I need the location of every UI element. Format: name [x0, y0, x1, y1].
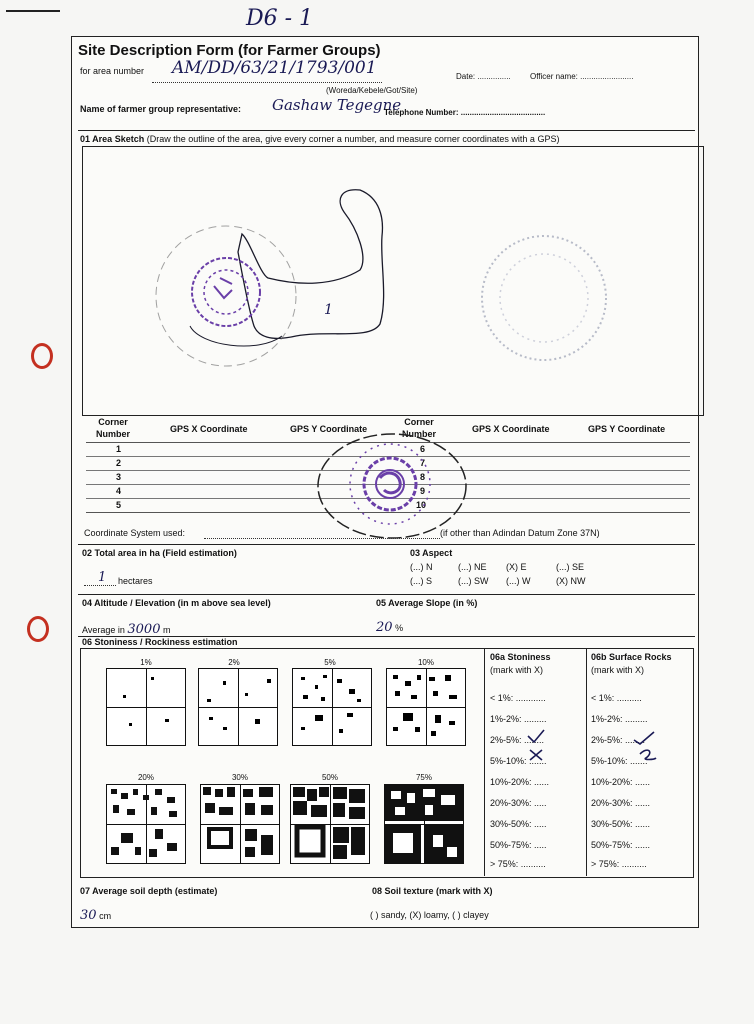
date-field: Date: ...............	[456, 72, 511, 81]
col-a-hint: (mark with X)	[490, 665, 544, 675]
corner-3: 3	[116, 472, 122, 482]
corner-8: 8	[420, 472, 426, 482]
form-title: Site Description Form (for Farmer Groups)	[78, 42, 381, 59]
scan-mark	[6, 10, 60, 12]
area-number-value: AM/DD/63/21/1793/001	[172, 58, 377, 78]
corner-2: 2	[116, 458, 122, 468]
pct-10: 10%	[417, 658, 434, 667]
col-a-row-6: 20%-30%: .....	[490, 798, 547, 808]
aspect-sw: (...) SW	[458, 576, 489, 586]
stone-chart-20	[106, 784, 186, 864]
corner-6: 6	[420, 444, 426, 454]
pct-20: 20%	[137, 773, 154, 782]
col-b-row-3: 2%-5%: ........	[591, 735, 646, 745]
gps-y-header-left: GPS Y Coordinate	[290, 424, 368, 434]
sec02-title: 02 Total area in ha (Field estimation)	[82, 548, 237, 558]
area-number-hint: (Woreda/Kebele/Got/Site)	[326, 86, 418, 95]
col-a-row-5: 10%-20%: ......	[490, 777, 550, 787]
col-a-row-1: < 1%: ............	[490, 693, 546, 703]
area-sketch-drawing	[82, 146, 702, 414]
col-b-row-5: 10%-20%: ......	[591, 777, 651, 787]
pct-2: 2%	[228, 658, 240, 667]
stone-chart-10	[386, 668, 466, 746]
sec01-heading	[80, 134, 559, 144]
col-a-row-8: 50%-75%: .....	[490, 840, 547, 850]
corner-7: 7	[420, 458, 426, 468]
stone-chart-5	[292, 668, 372, 746]
col-a-row-3: 2%-5%: ........	[490, 735, 545, 745]
col-b-row-6: 20%-30%: ......	[591, 798, 651, 808]
corner-4: 4	[116, 486, 122, 496]
aspect-w: (...) W	[506, 576, 531, 586]
altitude-unit: m	[163, 625, 171, 635]
pct-75: 75%	[415, 773, 432, 782]
gps-y-header-right: GPS Y Coordinate	[588, 424, 666, 434]
coord-system-line	[204, 538, 440, 539]
sec07-title: 07 Average soil depth (estimate)	[80, 886, 218, 896]
corner-number-header-left: Corner Number	[96, 417, 131, 439]
stone-chart-1	[106, 668, 186, 746]
pct-5: 5%	[324, 658, 336, 667]
aspect-nw: (X) NW	[556, 576, 586, 586]
sec02-unit: hectares	[118, 576, 153, 586]
col-a-row-7: 30%-50%: .....	[490, 819, 547, 829]
col-b-row-4: 5%-10%: .......	[591, 756, 648, 766]
aspect-se: (...) SE	[556, 562, 585, 572]
stone-chart-30	[200, 784, 280, 864]
area-number-label: for area number	[80, 66, 145, 76]
corner-9: 9	[420, 486, 426, 496]
col-b-row-9: > 75%: ..........	[591, 859, 647, 869]
col-b-row-2: 1%-2%: .........	[591, 714, 648, 724]
pct-30: 30%	[231, 773, 248, 782]
aspect-ne: (...) NE	[458, 562, 487, 572]
coord-system-hint: (if other than Adindan Datum Zone 37N)	[440, 528, 600, 538]
rule	[484, 648, 485, 876]
corner-1: 1	[116, 444, 122, 454]
corner-5: 5	[116, 500, 122, 510]
coord-system-text: Coordinate System used:	[84, 528, 186, 538]
col-a-row-2: 1%-2%: .........	[490, 714, 547, 724]
officer-field: Officer name: ........................	[530, 72, 634, 81]
sketch-corner-label: 1	[324, 302, 333, 318]
rule	[78, 130, 695, 131]
corner-line2: Number	[402, 429, 437, 439]
altitude-line	[82, 622, 171, 637]
sec08-title: 08 Soil texture (mark with X)	[372, 886, 493, 896]
col-b-title: 06b Surface Rocks	[591, 652, 672, 662]
pct-50: 50%	[321, 773, 338, 782]
col-b-row-8: 50%-75%: ......	[591, 840, 651, 850]
check-mark-surface-rocks	[632, 730, 658, 764]
soil-depth-value: 30	[80, 908, 97, 923]
phone-field: Telephone Number: ......................................	[384, 108, 546, 117]
rule	[586, 648, 587, 876]
rule	[78, 594, 695, 595]
gps-x-header-left: GPS X Coordinate	[170, 424, 248, 434]
rep-value: Gashaw Tegegne	[272, 96, 402, 114]
slope-value: 20	[376, 620, 393, 635]
altitude-prefix: Average in	[82, 625, 125, 635]
check-mark-stoniness	[526, 728, 550, 762]
sec04-title: 04 Altitude / Elevation (in m above sea level)	[82, 598, 271, 608]
punch-hole-lower	[27, 616, 49, 642]
punch-hole-upper	[31, 343, 53, 369]
corner-line1: Corner	[404, 417, 434, 427]
slope-line	[376, 620, 403, 635]
col-a-row-9: > 75%: ..........	[490, 859, 546, 869]
corner-10: 10	[416, 500, 427, 510]
soil-depth-line	[80, 908, 111, 923]
col-b-row-7: 30%-50%: ......	[591, 819, 651, 829]
area-number-line	[152, 82, 382, 83]
coord-system-label	[84, 528, 185, 538]
total-area-line	[84, 585, 116, 586]
rule	[78, 544, 695, 545]
stone-chart-2	[198, 668, 278, 746]
aspect-n: (...) N	[410, 562, 433, 572]
pct-1: 1%	[140, 658, 152, 667]
slope-unit: %	[395, 623, 404, 633]
sec01-hint: (Draw the outline of the area, give every corner a number, and measure corner coordinates with a GPS)	[146, 134, 560, 144]
altitude-value: 3000	[127, 622, 161, 637]
total-area-value: 1	[98, 570, 107, 585]
sec03-title: 03 Aspect	[410, 548, 453, 558]
stone-chart-75	[384, 784, 464, 864]
handwritten-form-code: D6 - 1	[246, 6, 314, 31]
col-a-title: 06a Stoniness	[490, 652, 551, 662]
rep-label: Name of farmer group representative:	[80, 104, 242, 114]
soil-depth-unit: cm	[99, 911, 112, 921]
aspect-s: (...) S	[410, 576, 432, 586]
sec01-title: 01 Area Sketch	[80, 134, 145, 144]
soil-texture-options: ( ) sandy, (X) loamy, ( ) clayey	[370, 910, 489, 920]
gps-x-header-right: GPS X Coordinate	[472, 424, 550, 434]
sec06-title: 06 Stoniness / Rockiness estimation	[82, 637, 238, 647]
stone-chart-50	[290, 784, 370, 864]
col-a-row-4: 5%-10%: .......	[490, 756, 547, 766]
aspect-e: (X) E	[506, 562, 527, 572]
col-b-row-1: < 1%: ..........	[591, 693, 642, 703]
col-b-hint: (mark with X)	[591, 665, 645, 675]
sec05-title: 05 Average Slope (in %)	[376, 598, 478, 608]
